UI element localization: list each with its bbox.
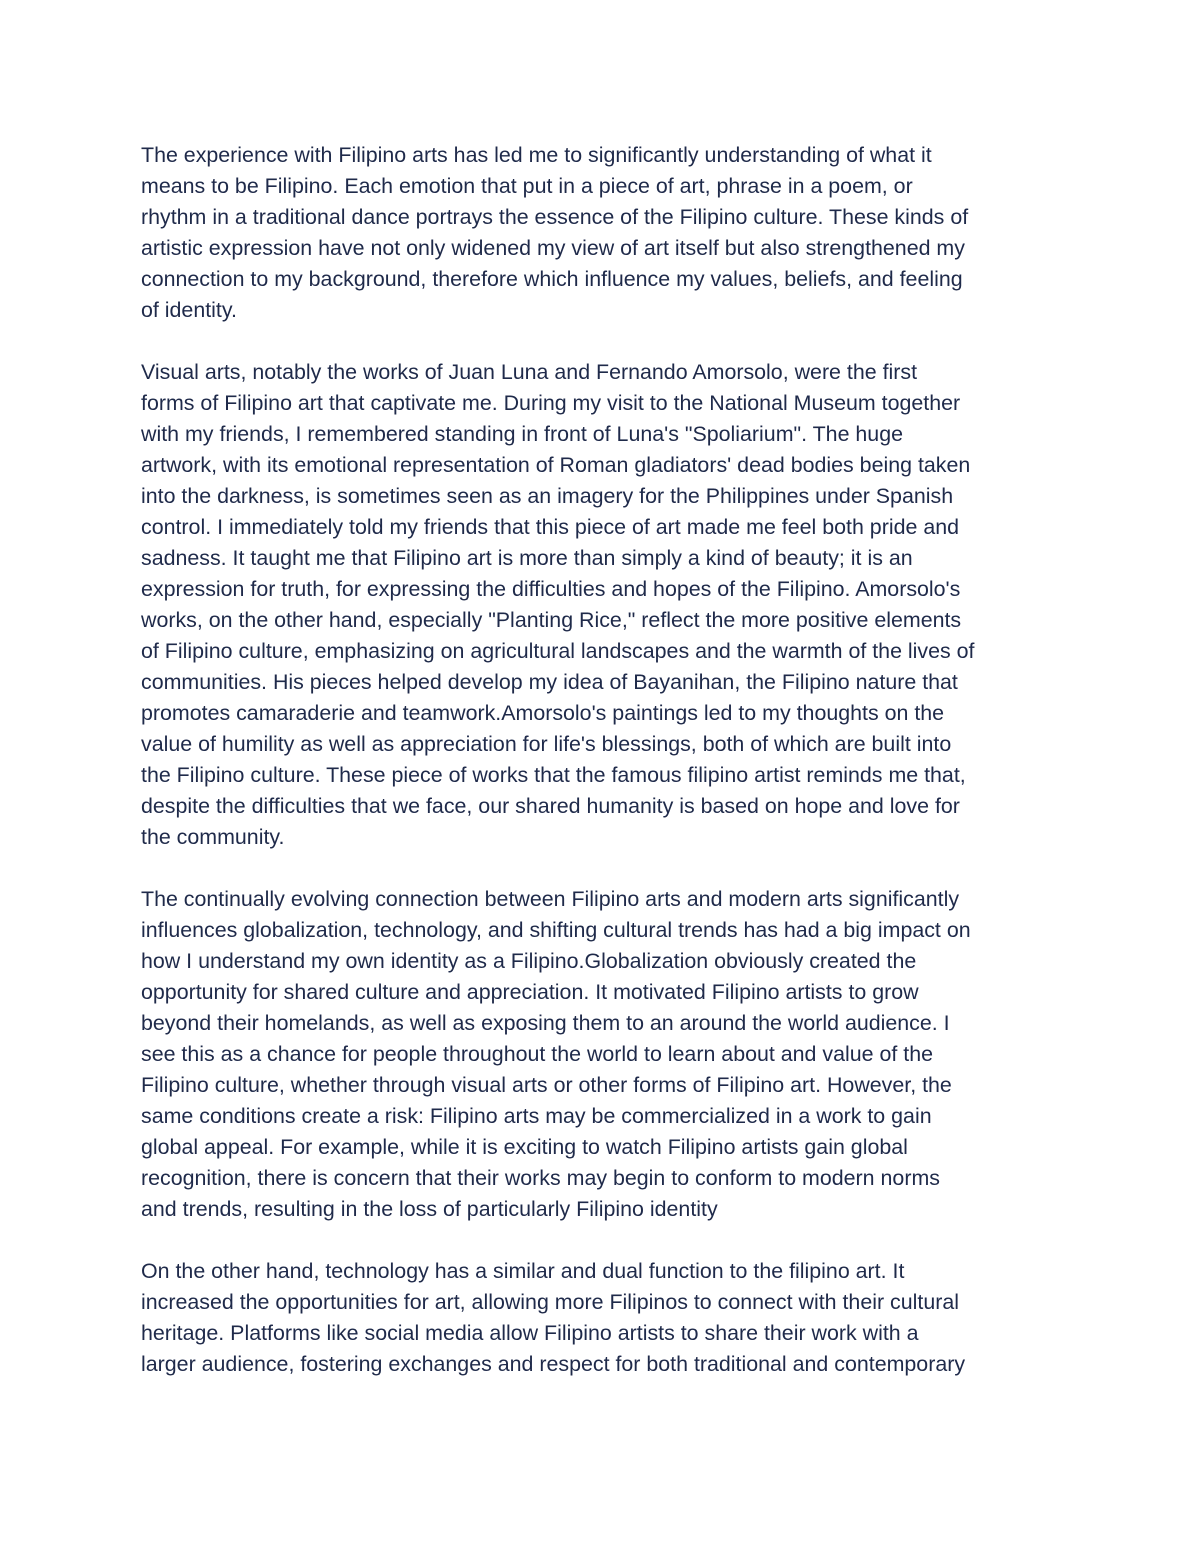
text-line: communities. His pieces helped develop my idea of Bayanihan, the Filipino nature that	[141, 670, 958, 694]
text-line: means to be Filipino. Each emotion that put in a piece of art, phrase in a poem, or	[141, 174, 913, 198]
text-line: On the other hand, technology has a similar and dual function to the filipino art. It	[141, 1259, 905, 1283]
text-line: control. I immediately told my friends that this piece of art made me feel both pride and	[141, 515, 960, 539]
text-line: despite the difficulties that we face, our shared humanity is based on hope and love for	[141, 794, 960, 818]
text-line: opportunity for shared culture and appreciation. It motivated Filipino artists to grow	[141, 980, 919, 1004]
text-line: of Filipino culture, emphasizing on agricultural landscapes and the warmth of the lives of	[141, 639, 975, 663]
text-line: global appeal. For example, while it is exciting to watch Filipino artists gain global	[141, 1135, 908, 1159]
text-line: heritage. Platforms like social media allow Filipino artists to share their work with a	[141, 1321, 919, 1345]
text-line: of identity.	[141, 298, 237, 322]
text-line: promotes camaraderie and teamwork.Amorsolo's paintings led to my thoughts on the	[141, 701, 945, 725]
document-body	[141, 140, 1071, 1411]
text-line: expression for truth, for expressing the difficulties and hopes of the Filipino. Amorsolo's	[141, 577, 961, 601]
text-line: same conditions create a risk: Filipino arts may be commercialized in a work to gain	[141, 1104, 932, 1128]
text-line: The experience with Filipino arts has led me to significantly understanding of what it	[141, 143, 932, 167]
text-line: into the darkness, is sometimes seen as an imagery for the Philippines under Spanish	[141, 484, 954, 508]
text-line: value of humility as well as appreciation for life's blessings, both of which are built into	[141, 732, 952, 756]
text-line: influences globalization, technology, and shifting cultural trends has had a big impact on	[141, 918, 971, 942]
text-line: the Filipino culture. These piece of works that the famous filipino artist reminds me that,	[141, 763, 966, 787]
paragraph-1	[141, 140, 1071, 326]
paragraph-4	[141, 1256, 1071, 1380]
text-line: Filipino culture, whether through visual arts or other forms of Filipino art. However, the	[141, 1073, 952, 1097]
text-line: forms of Filipino art that captivate me. During my visit to the National Museum together	[141, 391, 961, 415]
text-line: how I understand my own identity as a Filipino.Globalization obviously created the	[141, 949, 917, 973]
text-line: increased the opportunities for art, allowing more Filipinos to connect with their cultural	[141, 1290, 960, 1314]
text-line: connection to my background, therefore which influence my values, beliefs, and feeling	[141, 267, 963, 291]
paragraph-3	[141, 884, 1071, 1225]
text-line: with my friends, I remembered standing in front of Luna's "Spoliarium". The huge	[141, 422, 903, 446]
text-line: see this as a chance for people throughout the world to learn about and value of the	[141, 1042, 933, 1066]
text-line: beyond their homelands, as well as exposing them to an around the world audience. I	[141, 1011, 950, 1035]
text-line: artwork, with its emotional representation of Roman gladiators' dead bodies being taken	[141, 453, 971, 477]
text-line: works, on the other hand, especially "Planting Rice," reflect the more positive elements	[141, 608, 962, 632]
paragraph-2	[141, 357, 1071, 853]
text-line: sadness. It taught me that Filipino art is more than simply a kind of beauty; it is an	[141, 546, 913, 570]
text-line: the community.	[141, 825, 285, 849]
text-line: larger audience, fostering exchanges and respect for both traditional and contemporary	[141, 1352, 966, 1376]
text-line: and trends, resulting in the loss of particularly Filipino identity	[141, 1197, 718, 1221]
text-line: Visual arts, notably the works of Juan Luna and Fernando Amorsolo, were the first	[141, 360, 918, 384]
text-line: recognition, there is concern that their works may begin to conform to modern norms	[141, 1166, 940, 1190]
text-line: rhythm in a traditional dance portrays the essence of the Filipino culture. These kinds of	[141, 205, 969, 229]
text-line: artistic expression have not only widened my view of art itself but also strengthened my	[141, 236, 965, 260]
text-line: The continually evolving connection between Filipino arts and modern arts significantly	[141, 887, 960, 911]
